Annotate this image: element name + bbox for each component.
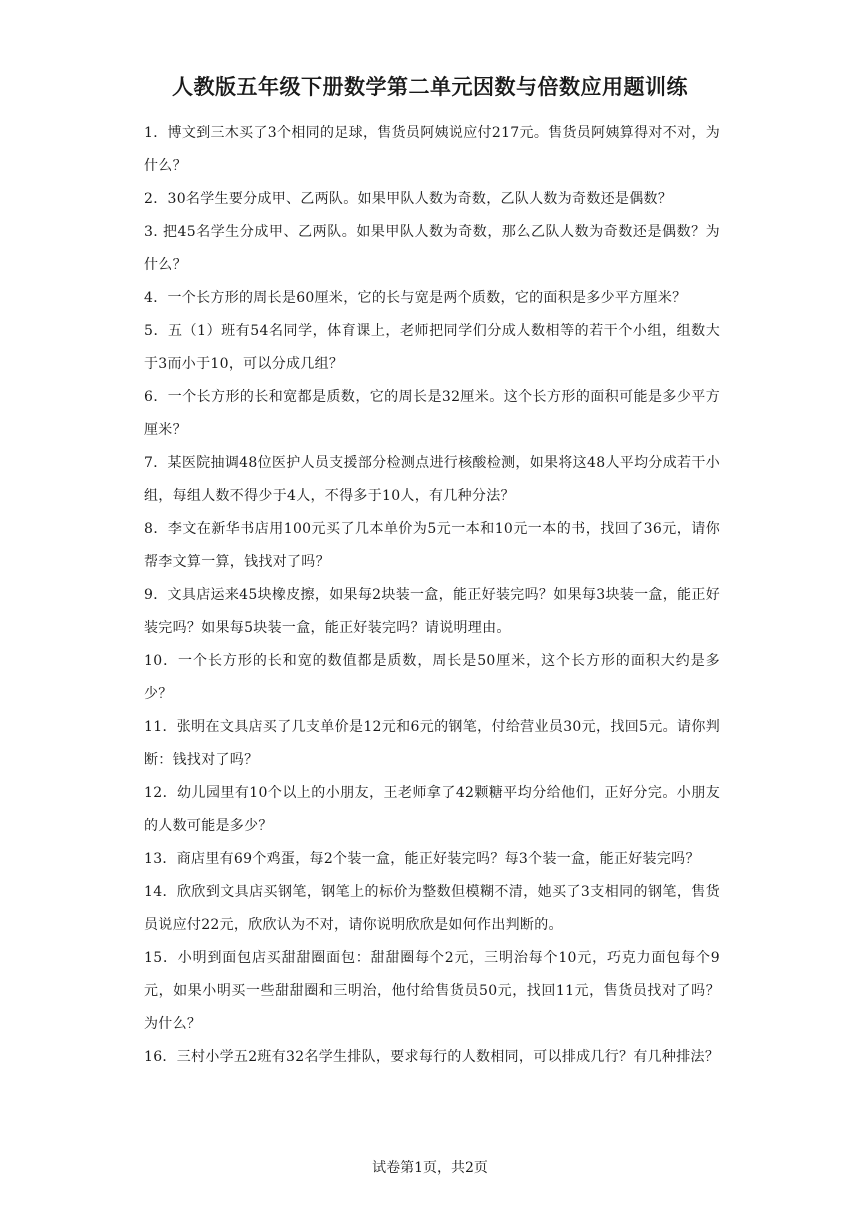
page-title: 人教版五年级下册数学第二单元因数与倍数应用题训练 (172, 75, 688, 99)
question-item: 10．一个长方形的长和宽的数值都是质数，周长是50厘米，这个长方形的面积大约是多少？ (144, 653, 720, 702)
question-list (144, 117, 720, 1074)
page-footer: 试卷第1页，共2页 (372, 1160, 488, 1176)
question-item: 12．幼儿园里有10个以上的小朋友，王老师拿了42颗糖平均分给他们，正好分完。小朋友的人数可能是多少？ (144, 785, 720, 834)
question-item: 5．五（1）班有54名同学，体育课上，老师把同学们分成人数相等的若干个小组，组数大于3而小于10，可以分成几组？ (144, 323, 720, 372)
question-item: 3. 把45名学生分成甲、乙两队。如果甲队人数为奇数，那么乙队人数为奇数还是偶数？为什么？ (144, 224, 720, 273)
question-item: 4．一个长方形的周长是60厘米，它的长与宽是两个质数，它的面积是多少平方厘米？ (144, 290, 687, 306)
question-item: 7．某医院抽调48位医护人员支援部分检测点进行核酸检测，如果将这48人平均分成若干小组，每组人数不得少于4人，不得多于10人，有几种分法？ (144, 455, 720, 504)
question-item: 9．文具店运来45块橡皮擦，如果每2块装一盒，能正好装完吗？如果每3块装一盒，能正好装完吗？如果每5块装一盒，能正好装完吗？请说明理由。 (144, 587, 720, 636)
question-item: 14．欣欣到文具店买钢笔，钢笔上的标价为整数但模糊不清，她买了3支相同的钢笔，售货员说应付22元，欣欣认为不对，请你说明欣欣是如何作出判断的。 (144, 884, 720, 933)
question-item: 13．商店里有69个鸡蛋，每2个装一盒，能正好装完吗？每3个装一盒，能正好装完吗？ (144, 851, 700, 867)
question-item: 2．30名学生要分成甲、乙两队。如果甲队人数为奇数，乙队人数为奇数还是偶数？ (144, 191, 673, 207)
question-item: 11．张明在文具店买了几支单价是12元和6元的钢笔，付给营业员30元，找回5元。请你判断：钱找对了吗？ (144, 719, 720, 768)
question-item: 15．小明到面包店买甜甜圈面包：甜甜圈每个2元，三明治每个10元，巧克力面包每个9元，如果小明买一些甜甜圈和三明治，他付给售货员50元，找回11元，售货员找对了吗？为什么？ (144, 950, 720, 1032)
question-item: 1．博文到三木买了3个相同的足球，售货员阿姨说应付217元。售货员阿姨算得对不对，为什么？ (144, 125, 720, 174)
question-item: 16．三村小学五2班有32名学生排队，要求每行的人数相同，可以排成几行？有几种排法？ (144, 1049, 720, 1065)
question-item: 8．李文在新华书店用100元买了几本单价为5元一本和10元一本的书，找回了36元，请你帮李文算一算，钱找对了吗？ (144, 521, 720, 570)
question-item: 6．一个长方形的长和宽都是质数，它的周长是32厘米。这个长方形的面积可能是多少平方厘米？ (144, 389, 720, 438)
